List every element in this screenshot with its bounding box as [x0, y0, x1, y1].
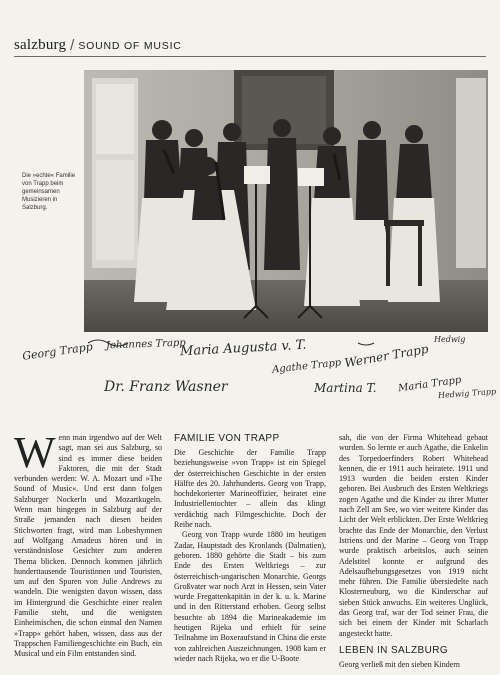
column-1-text: enn man irgendwo auf der Welt sagt, man sei aus Salzburg, so sind es immer diese beiden Faktoren, die mit der Stadt verbunden werden: W. A. Mozart und »The Sound of Music«. Und erst dann folgen Salzburger Nockerln und Mozartkugeln. Wenn man hingegen in Salzburg auf der Straße jemanden nach diesen beiden Stichworten fragt, wird man Lobeshymnen auf Wolfgang Amadeus hören und in verständnislose Gesichter zum anderen Thema blicken. Dennoch kommen jährlich hunderttausende Touristinnen und Touristen, um auf den Spuren von Julie Andrews zu wandeln. Die wenigsten davon wissen, dass im Hintergrund die Geschichte einer realen Familie steht, und die wenigsten Einheimischen, die schon einmal den Namen »Trapp« gehört haben, wissen, dass aus der Trappschen Familiengeschichte ein Buch, ein Musical und ein Film entstanden sind.: [14, 433, 162, 659]
signature-agathe: Agathe Trapp: [271, 357, 342, 376]
header-section: SOUND OF MUSIC: [78, 40, 182, 52]
column-3-paragraph-1: sah, die von der Firma Whitehead gebaut wurden. So lernte er auch Agathe, die Enkelin des Torpedoerfinders Robert Whitehead kennen, die er 1911 auch heiratete. 1911 und 1913 wurden die beiden ersten Kinder geboren. Bei Ausbruch des Ersten Weltkriegs zogen Agathe und die Kinder zu ihrer Mutter nach Zell am See, wo vier weitere Kinder das Licht der Welt erblickten. Der Erste Weltkrieg brachte das Ende der Monarchie, den Verlust Istriens und der Marine – Georg von Trapp wurde praktisch arbeitslos, auch seinen Adelstitel konnte er aufgrund des Adelsaufhebungsgesetzes von 1919 nicht mehr führen. Die Familie übersiedelte nach Klosterneuburg, wo die Kinderschar auf sieben Stück anwuchs. Ein weiteres Unglück, das Georg traf, war der Tod seiner Frau, die sich bei einem der Kinder mit Scharlach angesteckt hatte.: [339, 433, 488, 638]
header-rule: [14, 56, 486, 57]
column-2-paragraph-2: Georg von Trapp wurde 1880 im heutigen Zadar, Hauptstadt des Kronlands (Dalmatien), geboren. 1880 gehörte die Stadt – bis zum Ende des Ersten Weltkriegs – zur österreichisch-ungarischen Monarchie. Georgs Großvater war noch Arzt in Hessen, sein Vater wurde Fregattenkapitän in der k. u. k. Marine und in den Ritterstand erhoben. Georg selbst besuchte ab 1894 die Marineakademie im heutigen Rijeka und erhielt für seine Teilnahme im Boxeraufstand in China die erste von zahlreichen Auszeichnungen. 1908 kam er wieder nach Rijeka, wo er die U-Boote: [174, 530, 326, 663]
signature-martina: Martina T.: [314, 381, 377, 395]
column-1: [14, 428, 162, 660]
signature-werner: Werner Trapp: [343, 341, 430, 371]
heading-familie-von-trapp: FAMILIE VON TRAPP: [174, 433, 280, 444]
signature-maria: Maria Trapp: [397, 374, 463, 395]
article-body: [14, 428, 488, 673]
column-2: [174, 433, 326, 664]
column-3-paragraph-2: Georg verließ mit den sieben Kindern: [339, 659, 460, 669]
signature-franz-wasner: Dr. Franz Wasner: [104, 379, 228, 395]
page-header: [14, 30, 486, 54]
signatures-area: [14, 335, 497, 407]
drop-cap: W: [14, 428, 56, 477]
header-slash: /: [70, 37, 75, 54]
signature-johannes: Johannes Trapp: [105, 337, 186, 352]
header-title: salzburg: [14, 37, 67, 53]
family-photo: [84, 70, 488, 332]
signature-georg: Georg Trapp: [21, 340, 94, 363]
column-3: [339, 433, 488, 670]
heading-leben-in-salzburg: LEBEN IN SALZBURG: [339, 644, 449, 656]
signature-hedwig: Hedwig Trapp: [437, 386, 497, 401]
column-2-paragraph-1: Die Geschichte der Familie Trapp beziehungsweise »von Trapp« ist ein Spiegel der österreichischen Geschichte in der ersten Hälfte des 20. Jahrhunderts. Georg von Trapp, hochdekorierter Marineoffizier, heiratet eine Industriellentochter – allein das klingt verdächtig nach Filmgeschichte. Doch der Reihe nach.: [174, 448, 326, 530]
photo-caption: Die »echte« Familie von Trapp beim gemeinsamen Musizieren in Salzburg.: [22, 173, 76, 211]
signature-hedwig-top: Hedwig: [434, 335, 466, 344]
signature-maria-augusta: Maria Augusta v. T.: [179, 337, 307, 360]
